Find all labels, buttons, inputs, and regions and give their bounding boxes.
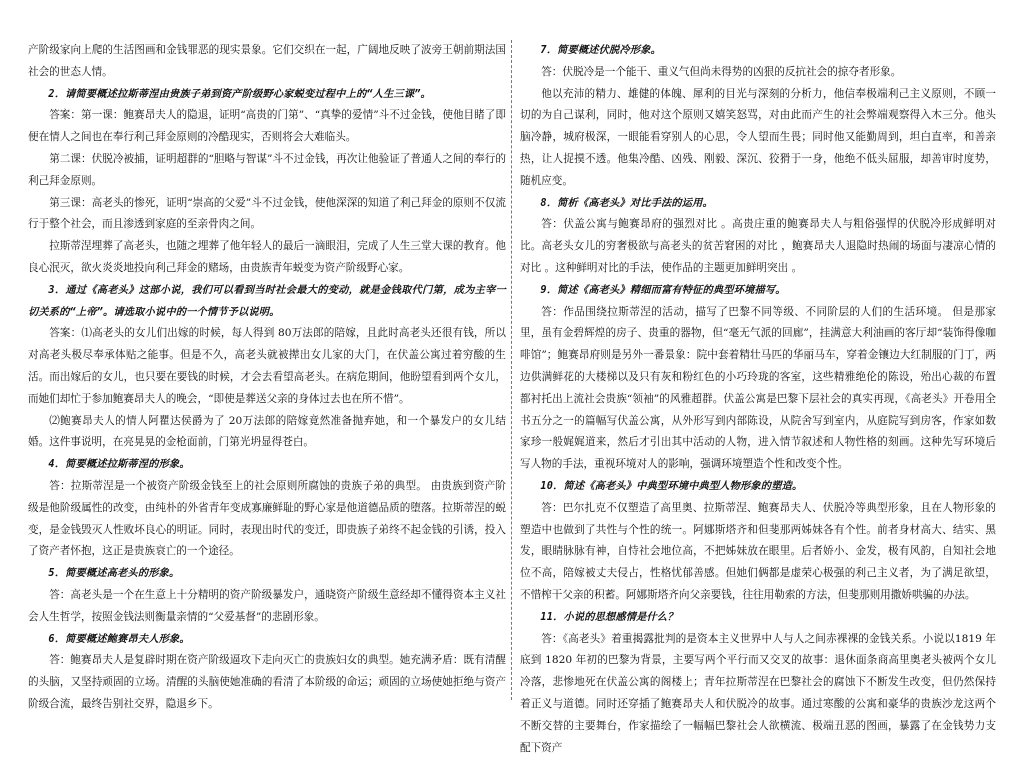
question-heading: 3．通过《高老头》这部小说，我们可以看到当时社会最大的变动，就是金钱取代门第，成为主宰一切关系的“上帝”。请选取小说中的一个情节予以说明。 (28, 284, 506, 318)
question-heading: 2．请简要概述拉斯蒂涅由贵族子弟到资产阶级野心家蜕变过程中上的“人生三课”。 (48, 88, 431, 100)
left-column (28, 40, 506, 710)
question-heading: 8．简析《高老头》对比手法的运用。 (540, 197, 713, 209)
answer-paragraph: 拉斯蒂涅埋葬了高老头，也随之埋葬了他年轻人的最后一滴眼泪，完成了人生三堂大课的教育。他良心泯灭，欲火炎炎地投向利己拜金的赌场，由贵族青年蜕变为资产阶级野心家。 (28, 240, 506, 274)
answer-paragraph: 答案：⑴高老头的女儿们出嫁的时候，每人得到 80万法郎的陪嫁，且此时高老头还很有钱，所以对高老头极尽奉承体贴之能事。但是不久，高老头就被撵出女儿家的大门，在伏盖公寓过着穷酸的生活。而出嫁后的女儿，也只要在要钱的时候，才会去看望高老头。在病危期间，他盼望看到两个女儿，而她们却忙于参加鲍赛昂夫人的晚会，“即使是葬送父亲的身体过去也在所不惜”。 (28, 327, 506, 405)
answer-paragraph: 答：巴尔扎克不仅塑造了高里奥、拉斯蒂涅、鲍赛昂夫人、伏脱冷等典型形象，且在人物形象的塑造中也做到了共性与个性的统一。阿娜斯塔齐和但斐那两姊妹各有个性。前者身材高大、结实、黑发，眼睛脉脉有神，自恃社会地位高，不把姊妹放在眼里。后者娇小、金发，极有风韵，自知社会地位不高，陪嫁被丈夫侵占，性格忧郁善感。但她们俩都是虚荣心极强的利己主义者，为了满足欲望，不惜榨干父亲的积蓄。阿娜斯塔齐向父亲要钱，往往用勒索的方法，但斐那则用撒娇哄骗的办法。 (520, 501, 996, 601)
answer-paragraph: 第三课：高老头的惨死，证明“崇高的父爱”斗不过金钱，使他深深的知道了利己拜金的原则不仅流行于整个社会，而且渗透到家庭的至亲骨肉之间。 (28, 196, 506, 231)
question-heading: 6．简要概述鲍赛昂夫人形象。 (48, 633, 190, 645)
answer-paragraph: 答案：第一课：鲍赛昂夫人的隐退，证明“高贵的门第”、“真挚的爱情”斗不过金钱，使他目睹了即便在情人之间也在奉行利己拜金原则的冷酷现实，否则将会大难临头。 (28, 109, 506, 144)
answer-paragraph: ⑵鲍赛昂夫人的情人阿瞿达侯爵为了 20万法郎的陪嫁竟然准备抛弃她，和一个暴发户的女儿结婚。这件事说明，在亮晃晃的金枪面前，门第光坍显得苍白。 (28, 414, 506, 449)
answer-paragraph: 答：作品围绕拉斯蒂涅的活动，描写了巴黎不同等级、不同阶层的人们的生活环境。 但是那家里，虽有金碧辉煌的房子、贵重的器物，但“毫无气派的回廊”，挂满意大利油画的客厅却“装饰得像咖啡馆”；鲍赛昂府则是另外一番景象：院中套着精壮马匹的华丽马车，穿着金镶边大红制服的门丁，两边供满鲜花的大楼梯以及只有灰和粉红色的小巧玲珑的客室，这些精雅绝伦的陈设，殆出心裁的布置都衬托出上流社会贵族“领袖”的风雅超群。伏盖公寓是巴黎下层社会的真实再现，《高老头》开卷用全书五分之一的篇幅写伏盖公寓，从外形写到内部陈设，从院舍写到室内，从庭院写到房客，作家如数家珍一般娓娓道来，然后才引出其中活动的人物，进入情节叙述和人物性格的刻画。这种先写环境后写人物的手法，重视环境对人的影响，强调环境塑造个性和改变个性。 (520, 305, 996, 471)
answer-paragraph: 产阶级家向上爬的生活图画和金钱罪恶的现实景象。它们交织在一起，广阔地反映了波旁王朝前期法国社会的世态人情。 (28, 44, 506, 78)
answer-paragraph: 答：鲍赛昂夫人是复辟时期在资产阶级逼攻下走向灭亡的贵族妇女的典型。她充满矛盾：既有清醒的头脑，又坚持顽固的立场。清醒的头脑使她准确的看清了本阶级的命运；顽固的立场使她拒绝与资产阶级合流，最终告别社交界，隐退乡下。 (28, 654, 506, 710)
answer-paragraph: 答：《高老头》着重揭露批判的是资本主义世界中人与人之间赤裸裸的金钱关系。小说以1819 年底到 1820 年初的巴黎为背景，主要写两个平行而又交叉的故事：退休面条商高里奥老头被两个女儿冷落，悲惨地死在伏盖公寓的阁楼上；青年拉斯蒂涅在巴黎社会的腐蚀下不断发生改变，但仍然保持着正义与道德。同时还穿插了鲍赛昂夫人和伏脱冷的故事。通过寒酸的公寓和豪华的贵族沙龙这两个不断交替的主要舞台，作家描绘了一幅幅巴黎社会人欲横流、极端丑恶的图画，暴露了在金钱势力支配下资产 (520, 632, 996, 754)
answer-paragraph: 答：伏盖公寓与鲍赛昂府的强烈对比 。高贵庄重的鲍赛昂夫人与粗俗强悍的伏脱冷形成鲜明对比。高老头女儿的穷奢极欲与高老头的贫苦窘困的对比 ，鲍赛昂夫人退隐时热闹的场面与凄凉心情的对比 。这种鲜明对比的手法，使作品的主题更加鲜明突出 。 (520, 218, 996, 274)
answer-paragraph: 他以充沛的精力、雄健的体魄、犀利的目光与深刻的分析力，他信奉极端利己主义原则，不顾一切的为自己谋利，同时，他对这个原则又嬉笑怒骂，对由此而产生的社会弊端观察得入木三分。他头脑冷静，城府极深，一眼能看穿别人的心思，令人望而生畏；同时他又能勤周到，坦白直率，和善亲热，让人捉摸不透。他集冷酷、凶残、刚毅、深沉、狡猾于一身，他绝不低头屈服，却善审时度势，随机应变。 (520, 87, 996, 187)
question-heading: 9．简述《高老头》精细而富有特征的典型环境描写。 (540, 284, 786, 296)
answer-paragraph: 答：拉斯蒂涅是一个被资产阶级金钱至上的社会原则所腐蚀的贵族子弟的典型。 由贵族到资产阶级是他阶级属性的改变，由纯朴的外省青年变成寡廉鲜耻的野心家是他道德品质的堕落。拉斯蒂涅的蜕变，是金钱毁灭人性败坏良心的明证。同时，表现出时代的变迁，即贵族子弟终不起金钱的引诱，投入了资产者怀抱，这正是贵族衰亡的一个途径。 (28, 479, 506, 558)
answer-paragraph: 答：伏脱冷是一个能干、重义气但尚未得势的凶狠的反抗社会的掠夺者形象。 (541, 65, 902, 78)
question-heading: 10．简述《高老头》中典型环境中典型人物形象的塑造。 (540, 480, 803, 492)
question-heading: 4．简要概述拉斯蒂涅的形象。 (48, 459, 190, 471)
question-heading: 11．小说的思想感情是什么？ (540, 611, 678, 623)
column-divider (511, 40, 512, 700)
right-column (520, 40, 996, 754)
answer-paragraph: 第二课：伏脱冷被捕，证明超群的“胆略与智谋”斗不过金钱，再次让他验证了普通人之间的奉行的利己拜金原则。 (28, 152, 506, 187)
question-heading: 5．简要概述高老头的形象。 (48, 568, 180, 580)
question-heading: 7．简要概述伏脱冷形象。 (540, 45, 661, 56)
answer-paragraph: 答：高老头是一个在生意上十分精明的资产阶级暴发户，通晓资产阶级生意经却不懂得资本主义社会人生哲学，按照金钱法则衡量亲情的“父爱基督”的悲剧形象。 (28, 588, 506, 623)
